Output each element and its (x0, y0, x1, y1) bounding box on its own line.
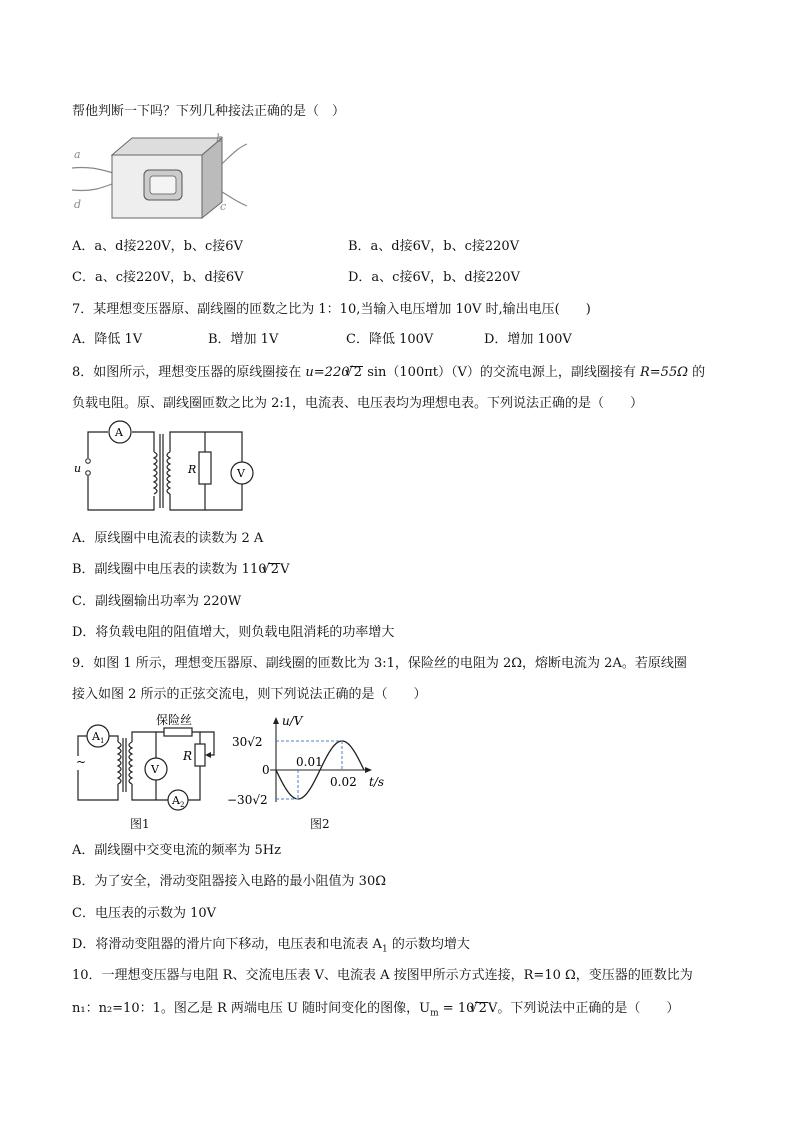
q6-option-c[interactable]: C．a、c接220V，b、d接6V (72, 270, 244, 285)
q8-option-c[interactable]: C．副线圈输出功率为 220W (72, 594, 242, 609)
q6-option-a[interactable]: A．a、d接220V，b、c接6V (72, 239, 243, 254)
q9-resistor-label: R (183, 749, 193, 763)
q7-stem: 7．某理想变压器原、副线圈的匝数之比为 1：10,当输入电压增加 10V 时,输出电压( ) (72, 302, 591, 317)
q8-option-a[interactable]: A．原线圈中电流表的读数为 2 A (72, 531, 264, 546)
q8-option-b-unit: V (280, 562, 290, 577)
q7-option-a[interactable]: A．降低 1V (72, 332, 143, 347)
q9-ammeter1-label: A (92, 730, 100, 743)
q6-option-b[interactable]: B．a、d接6V，b、c接220V (348, 239, 520, 254)
question-intro: 帮他判断一下吗？下列几种接法正确的是（ ） (72, 104, 346, 119)
q9-ac-source-icon: ~ (76, 755, 87, 769)
q7-option-d[interactable]: D．增加 100V (484, 332, 572, 347)
q9-ammeter2-sub: 2 (180, 801, 185, 809)
terminal-d-label: d (74, 198, 82, 211)
q8-stem-line1 (72, 365, 705, 381)
q6-option-d[interactable]: D．a、c接6V，b、d接220V (348, 270, 520, 285)
q10-stem-sqrt: √ 2 (475, 1002, 488, 1015)
q9-wave-ymin: −30√2 (227, 793, 268, 807)
q9-stem-line1: 9．如图 1 所示，理想变压器原、副线圈的匝数比为 3:1，保险丝的电阻为 2Ω，熔断电流为 2A。若原线圈 (72, 656, 687, 671)
q9-wave-xlabel: t/s (369, 775, 385, 789)
q9-option-d[interactable] (72, 937, 470, 958)
q10-stem-text: n₁：n₂=10：1。图乙是 R 两端电压 U 随时间变化的图像，U (72, 1001, 431, 1016)
q9-wave-ymax: 30√2 (232, 735, 263, 749)
q10-stem-sub: m (430, 1008, 439, 1019)
q8-option-d[interactable]: D．将负载电阻的阻值增大，则负载电阻消耗的功率增大 (72, 625, 395, 640)
q9-option-a[interactable]: A．副线圈中交变电流的频率为 5Hz (72, 843, 281, 858)
q9-wave-t2: 0.02 (330, 775, 357, 789)
terminal-a-label: a (74, 148, 81, 161)
q10-stem-end: V。下列说法中正确的是（ ） (487, 1001, 680, 1016)
q9-ammeter1-sub: 1 (100, 737, 105, 745)
q9-voltmeter-label: V (151, 763, 159, 776)
q9-option-d-end: 的示数均增大 (387, 937, 470, 952)
q9-wave-t1: 0.01 (296, 755, 323, 769)
q8-ammeter-label: A (115, 426, 123, 439)
q8-voltmeter-label: V (237, 467, 245, 480)
terminal-c-label: c (220, 200, 227, 213)
q10-stem-line1: 10．一理想变压器与电阻 R、交流电压表 V、电流表 A 按图甲所示方式连接，R=10 Ω，变压器的匝数比为 (72, 968, 693, 983)
q9-wave-ylabel: u/V (282, 714, 303, 728)
q8-voltage-expr: u=220 (305, 365, 350, 380)
q9-fig2-caption: 图2 (310, 817, 330, 831)
q8-resistance-expr: R=55Ω (640, 365, 689, 380)
transformer-figure (72, 130, 252, 220)
q7-option-b[interactable]: B．增加 1V (208, 332, 279, 347)
q9-wave-zero: 0 (262, 763, 270, 777)
q8-stem-pre: 8．如图所示，理想变压器的原线圈接在 (72, 365, 306, 380)
q8-option-b-sqrt: √ 2 (268, 563, 281, 576)
q9-stem-line2: 接入如图 2 所示的正弦交流电，则下列说法正确的是（ ） (72, 687, 427, 702)
q8-circuit-figure (72, 422, 252, 514)
q8-resistor-label: R (188, 463, 197, 476)
q8-stem-line2: 负载电阻。原、副线圈匝数之比为 2:1，电流表、电压表均为理想电表。下列说法正确的是（ ） (72, 396, 644, 411)
q9-option-c[interactable]: C．电压表的示数为 10V (72, 906, 217, 921)
q8-option-b[interactable] (72, 562, 289, 578)
q8-sqrt: √ 2 (350, 366, 363, 379)
q9-waveform-figure (226, 716, 396, 808)
q8-source-label: u (74, 462, 82, 475)
q9-option-d-text: D．将滑动变阻器的滑片向下移动，电压表和电流表 A (72, 937, 382, 952)
q9-circuit-figure (70, 712, 220, 809)
q9-option-b[interactable]: B．为了安全，滑动变阻器接入电路的最小阻值为 30Ω (72, 874, 387, 889)
q9-fig1-caption: 图1 (130, 817, 150, 831)
q8-option-b-text: B．副线圈中电压表的读数为 110 (72, 562, 267, 577)
q8-stem-mid: sin（100πt）（V）的交流电源上，副线圈接有 (363, 365, 640, 380)
q9-ammeter2-label: A (172, 794, 180, 807)
q10-stem-line2 (72, 1001, 679, 1022)
q10-stem-eq: = 10 (438, 1001, 475, 1016)
q9-fuse-label: 保险丝 (156, 713, 193, 727)
terminal-b-label: b (216, 132, 224, 145)
q7-option-c[interactable]: C．降低 100V (346, 332, 434, 347)
q9-option-d-sub: 1 (381, 944, 388, 955)
q8-stem-end: 的 (688, 365, 706, 380)
